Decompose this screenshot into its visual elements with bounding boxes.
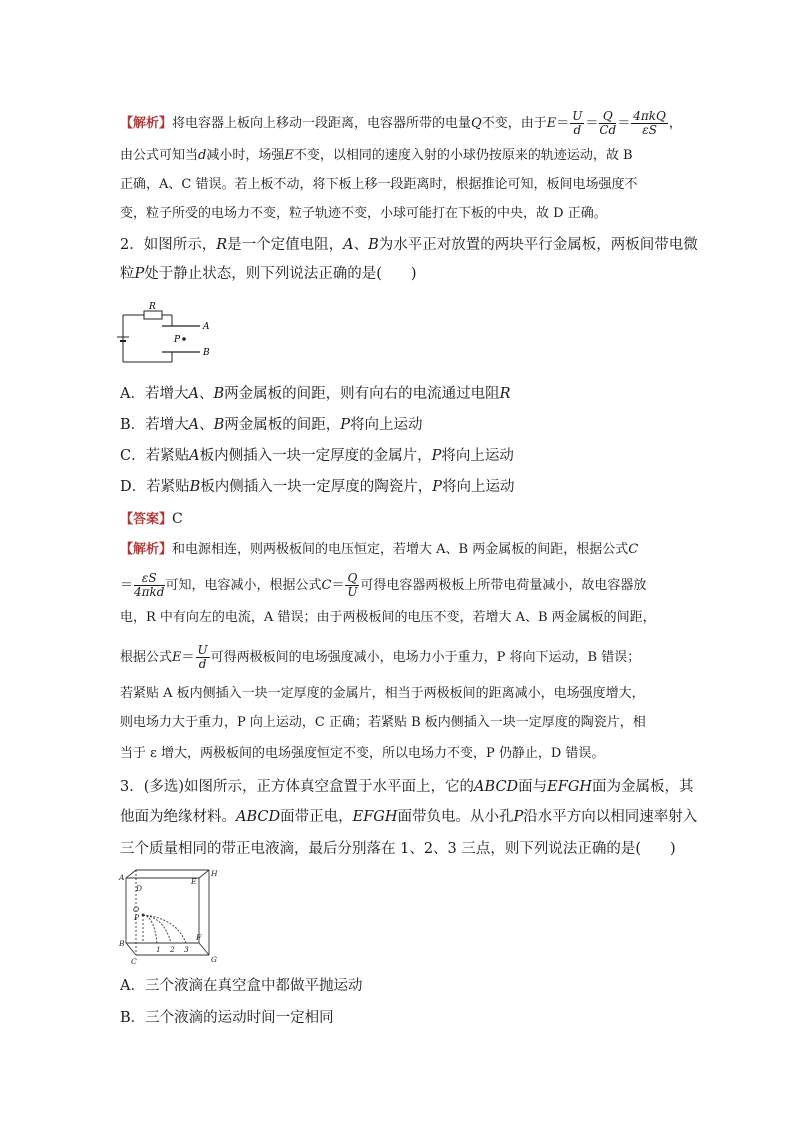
label-P: P xyxy=(174,335,181,345)
label-R: R xyxy=(149,302,156,312)
var-A: A xyxy=(188,417,200,433)
text: 面与 xyxy=(518,779,548,795)
fraction-q-u xyxy=(345,572,359,599)
q3-option-b: B．三个液滴的运动时间一定相同 xyxy=(120,1010,334,1026)
text: 将向上运动 xyxy=(441,448,514,464)
var-B: B xyxy=(213,386,225,402)
analysis1-line3: 正确，A、C 错误。若上板不动，将下板上移一段距离时，根据推论可知，板间电场强度不 xyxy=(120,177,638,192)
text: 、 xyxy=(199,417,214,433)
label-A: A xyxy=(119,873,125,882)
analysis2-line3: 电，R 中有向左的电流，A 错误；由于两极板间的电压不变，若增大 A、B 两金属板的间距， xyxy=(120,610,656,625)
text: 板内侧插入一块一定厚度的金属片， xyxy=(199,448,432,464)
label-1: 1 xyxy=(156,945,161,954)
particle-P xyxy=(182,337,186,341)
edge-EH xyxy=(199,870,209,878)
fraction-u-d xyxy=(570,110,584,137)
text: 面带正电， xyxy=(280,809,353,825)
text: 为水平正对放置的两块平行金属板，两板间带电微 xyxy=(378,237,698,253)
text: 两金属板的间距， xyxy=(224,417,341,433)
equals: ＝ xyxy=(585,116,599,131)
text: 将向上运动 xyxy=(442,479,515,495)
text: 面带负电。从小孔 xyxy=(397,809,514,825)
text: 减小时，场强 xyxy=(206,148,285,163)
var-R: R xyxy=(216,237,228,253)
q3-stem-line2 xyxy=(120,808,698,826)
answer-tag: 【答案】 xyxy=(120,512,173,527)
label-2: 2 xyxy=(170,945,175,954)
numerator: Q xyxy=(599,110,616,124)
text: 将电容器上板向上移动一段距离，电容器所带的电量 xyxy=(172,116,472,131)
var-ABCD: ABCD xyxy=(236,809,281,825)
var-E: E xyxy=(172,650,182,665)
q3-cube-diagram xyxy=(112,868,227,966)
q2-stem-line1 xyxy=(120,236,698,254)
var-E: E xyxy=(284,148,294,163)
analysis2-line2 xyxy=(120,572,680,599)
q3-stem-line3: 三个质量相同的带正电液滴，最后分别落在 1、2、3 三点，则下列说法正确的是( ) xyxy=(120,841,676,857)
text: 不变，由于 xyxy=(481,116,547,131)
q2-option-c xyxy=(120,447,680,465)
analysis1-line2 xyxy=(120,147,680,165)
q2-option-d xyxy=(120,478,680,496)
analysis2-line1 xyxy=(120,541,680,559)
q2-stem-line2 xyxy=(120,265,680,283)
q3-option-a: A．三个液滴在真空盒中都做平抛运动 xyxy=(120,978,363,994)
trajectory-1 xyxy=(143,915,157,943)
q2-circuit-diagram xyxy=(112,300,222,370)
equals: ＝ xyxy=(181,650,195,665)
analysis2-line6: 则电场力大于重力，P 向上运动，C 正确；若紧贴 B 板内侧插入一块一定厚度的陶瓷片，相 xyxy=(120,715,646,730)
denominator: d xyxy=(573,123,582,137)
q2-answer-line xyxy=(120,510,680,529)
label-A: A xyxy=(203,322,210,332)
text: 他面为绝缘材料。 xyxy=(120,809,236,825)
var-EFGH: EFGH xyxy=(352,809,398,825)
numerator: U xyxy=(572,109,583,123)
numerator: εS xyxy=(134,572,164,586)
label-F: F xyxy=(196,933,202,942)
analysis-tag: 【解析】 xyxy=(120,116,173,131)
text: 板内侧插入一块一定厚度的陶瓷片， xyxy=(200,479,433,495)
numerator: U xyxy=(197,643,208,657)
numerator: 4πkQ xyxy=(633,109,666,123)
fraction-4pikq-es xyxy=(631,110,668,137)
analysis2-line5: 若紧贴 A 板内侧插入一块一定厚度的金属片，相当于两极板间的距离减小，电场强度增大， xyxy=(120,686,645,701)
text: ， xyxy=(668,116,682,131)
var-P: P xyxy=(432,479,443,495)
text: 、 xyxy=(353,237,369,253)
edge-top-left xyxy=(126,870,136,878)
text: 处于静止状态，则下列说法正确的是( ) xyxy=(144,266,417,282)
fraction-u-d xyxy=(196,644,210,671)
analysis1-line1 xyxy=(120,110,680,137)
fraction-es-4pikd xyxy=(134,572,164,599)
hole-P xyxy=(142,914,145,917)
edge-BC xyxy=(126,943,136,955)
var-EFGH: EFGH xyxy=(547,779,593,795)
var-A: A xyxy=(343,237,354,253)
text: 、 xyxy=(198,386,214,402)
text: 粒 xyxy=(120,266,135,282)
text: 面为金属板，其 xyxy=(592,779,694,795)
var-P: P xyxy=(340,417,351,433)
var-B: B xyxy=(189,479,201,495)
text: 将向上运动 xyxy=(350,417,423,433)
label-B: B xyxy=(203,348,210,358)
text: D．若紧贴 xyxy=(120,479,190,495)
text: 3．(多选)如图所示，正方体真空盒置于水平面上，它的 xyxy=(120,779,475,795)
denominator: Cd xyxy=(599,123,617,137)
analysis1-line4: 变，粒子所受的电场力不变，粒子轨迹不变，小球可能打在下板的中央，故 D 正确。 xyxy=(120,206,607,221)
text: 根据公式 xyxy=(120,650,173,665)
fraction-q-cd xyxy=(599,110,616,137)
var-A: A xyxy=(189,448,200,464)
var-P: P xyxy=(513,809,524,825)
denominator: εS xyxy=(642,123,657,137)
var-d: d xyxy=(198,148,207,163)
label-O: O xyxy=(133,905,140,914)
text: 和电源相连，则两极板间的电压恒定，若增大 A、B 两金属板的间距，根据公式 xyxy=(172,542,629,557)
text: 不变，以相同的速度入射的小球仍按原来的轨迹运动，故 B xyxy=(293,148,633,163)
denominator: d xyxy=(198,657,207,671)
analysis-tag: 【解析】 xyxy=(120,542,173,557)
var-C: C xyxy=(628,542,639,557)
text: 可得电容器两极板上所带电荷量减小，故电容器放 xyxy=(360,578,647,593)
text: B．若增大 xyxy=(120,417,189,433)
analysis2-line4 xyxy=(120,644,680,671)
text: 沿水平方向以相同速率射入 xyxy=(523,809,698,825)
equals: ＝ xyxy=(331,578,345,593)
var-ABCD: ABCD xyxy=(474,779,519,795)
label-H: H xyxy=(211,869,218,878)
equals: ＝ xyxy=(120,578,134,593)
label-E: E xyxy=(191,877,197,886)
analysis2-line7: 当于 ε 增大，两极板间的电场强度恒定不变，所以电场力不变，P 仍静止，D 错误。 xyxy=(120,746,605,761)
q2-option-a xyxy=(120,385,680,403)
equals: ＝ xyxy=(556,116,570,131)
q3-stem-line1 xyxy=(120,778,694,796)
q2-option-b xyxy=(120,416,680,434)
text: A．若增大 xyxy=(120,386,189,402)
text: 可知，电容减小，根据公式 xyxy=(165,578,322,593)
var-Q: Q xyxy=(471,116,482,131)
text: C．若紧贴 xyxy=(120,448,190,464)
var-P: P xyxy=(431,448,442,464)
label-B: B xyxy=(119,939,125,948)
var-R: R xyxy=(499,386,511,402)
var-B: B xyxy=(213,417,225,433)
var-B: B xyxy=(368,237,379,253)
answer-value: C xyxy=(172,511,183,527)
edge-FG xyxy=(199,943,209,955)
text: 可得两极板间的电场强度减小，电场力小于重力，P 将向下运动，B 错误； xyxy=(210,650,641,665)
label-G: G xyxy=(211,955,217,964)
denominator: U xyxy=(347,585,358,599)
numerator: Q xyxy=(347,571,358,585)
var-A: A xyxy=(188,386,199,402)
trajectory-2 xyxy=(143,915,171,943)
var-P: P xyxy=(134,266,145,282)
text: 由公式可知当 xyxy=(120,148,199,163)
var-C: C xyxy=(321,578,332,593)
label-P: P xyxy=(134,913,140,922)
label-3: 3 xyxy=(184,945,189,954)
var-E: E xyxy=(546,116,557,131)
text: 2．如图所示， xyxy=(120,237,217,253)
equals: ＝ xyxy=(617,116,631,131)
denominator: 4πkd xyxy=(134,585,165,599)
text: 两金属板的间距，则有向右的电流通过电阻 xyxy=(224,386,500,402)
label-D: D xyxy=(136,884,143,893)
label-C: C xyxy=(131,957,137,966)
text: 是一个定值电阻， xyxy=(227,237,344,253)
resistor-R xyxy=(144,311,162,319)
